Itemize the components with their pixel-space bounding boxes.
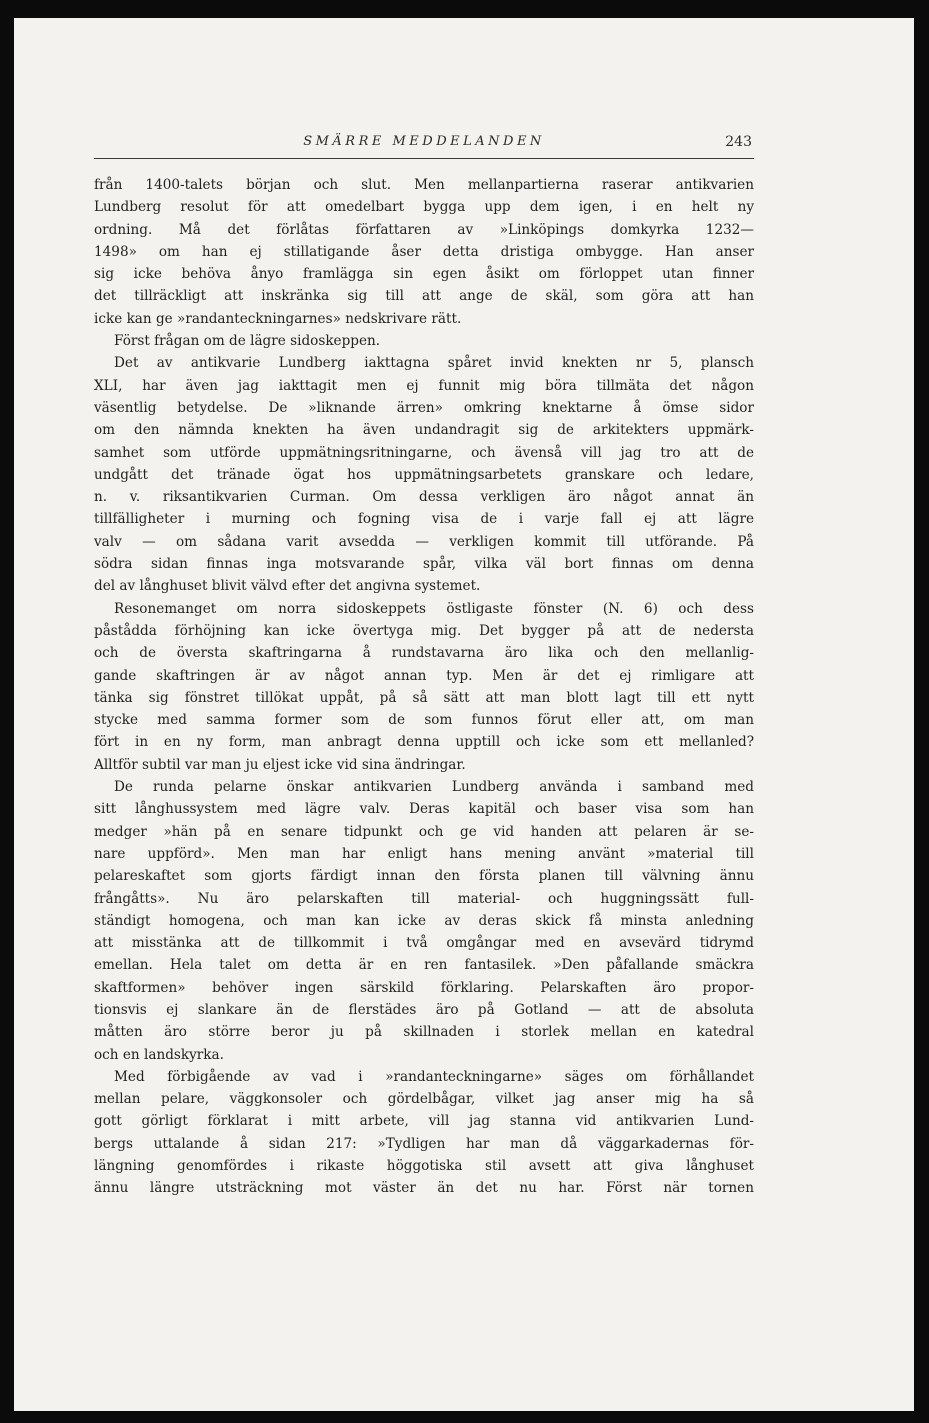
text-line: och de översta skaftringarna å rundstavarna äro lika och den mellanlig- xyxy=(94,645,754,662)
text-line: ordning. Må det förlåtas författaren av »Linköpings domkyrka 1232— xyxy=(94,221,754,238)
running-title: SMÄRRE MEDDELANDEN xyxy=(303,134,545,149)
text-line: längning genomfördes i rikaste höggotiska stil avsett att giva långhuset xyxy=(94,1158,754,1175)
paragraph xyxy=(94,1066,754,1200)
text-line: ständigt homogena, och man kan icke av deras skick få minsta anledning xyxy=(94,912,754,929)
page-number: 243 xyxy=(725,134,752,150)
text-line: Först frågan om de lägre sidoskeppen. xyxy=(114,333,381,350)
text-line: tionsvis ej slankare än de flerstädes äro på Gotland — att de absoluta xyxy=(94,1001,754,1018)
text-line: stycke med samma former som de som funnos förut eller att, om man xyxy=(94,712,754,729)
text-line: om den nämnda knekten ha även undandragit sig de arkitekters uppmärk- xyxy=(94,422,754,439)
text-line: från 1400-talets början och slut. Men mellanpartierna raserar antikvarien xyxy=(94,177,754,193)
text-line: medger »hän på en senare tidpunkt och ge vid handen att pelaren är se- xyxy=(94,823,754,840)
text-line: tillfälligheter i murning och fogning visa de i varje fall ej att lägre xyxy=(94,511,754,528)
text-line: pelareskaftet som gjorts färdigt innan den första planen till välvning ännu xyxy=(94,868,754,885)
text-line: sitt långhussystem med lägre valv. Deras kapitäl och baser visa som han xyxy=(94,801,754,818)
text-line: väsentlig betydelse. De »liknande ärren» omkring knektarne å ömse sidor xyxy=(94,399,754,416)
body-text xyxy=(94,174,754,1200)
text-line: bergs uttalande å sidan 217: »Tydligen har man då väggarkadernas för- xyxy=(94,1135,754,1152)
text-line: samhet som utförde uppmätningsritningarne, och ävenså vill jag tro att de xyxy=(94,444,754,461)
text-line: icke kan ge »randanteckningarnes» nedskrivare rätt. xyxy=(94,310,462,327)
paragraph xyxy=(94,776,754,1066)
text-line: Lundberg resolut för att omedelbart bygga upp dem igen, i en helt ny xyxy=(94,199,754,216)
text-line: södra sidan finnas inga motsvarande spår, vilka väl bort finnas om denna xyxy=(94,556,754,573)
text-line: gande skaftringen är av något annan typ. Men är det ej rimligare att xyxy=(94,667,754,684)
text-line: att misstänka att de tillkommit i två omgångar med en avsevärd tidrymd xyxy=(94,935,754,952)
text-line: skaftformen» behöver ingen särskild förklaring. Pelarskaften äro propor- xyxy=(94,979,754,996)
book-page xyxy=(14,18,914,1411)
text-line: undgått det tränade ögat hos uppmätningsarbetets granskare och ledare, xyxy=(94,466,754,483)
text-line: gott görligt förklarat i mitt arbete, vill jag stanna vid antikvarien Lund- xyxy=(94,1113,754,1130)
text-line: fört in en ny form, man anbragt denna upptill och icke som ett mellanled? xyxy=(94,734,754,751)
text-line: det tillräckligt att inskränka sig till att ange de skäl, som göra att han xyxy=(94,288,754,305)
paragraph xyxy=(94,330,754,352)
text-line: tänka sig fönstret tillökat uppåt, på så sätt att man blott lagt till ett nytt xyxy=(94,689,754,706)
text-line: 1498» om han ej stillatigande åser detta dristiga ombygge. Han anser xyxy=(94,243,754,260)
text-line: sig icke behöva ånyo framlägga sin egen åsikt om förloppet utan finner xyxy=(94,266,754,283)
text-line: och en landskyrka. xyxy=(94,1046,224,1063)
text-line: De runda pelarne önskar antikvarien Lundberg använda i samband med xyxy=(114,779,754,796)
text-line: Med förbigående av vad i »randanteckningarne» säges om förhållandet xyxy=(114,1068,754,1085)
text-line: valv — om sådana varit avsedda — verkligen kommit till utförande. På xyxy=(94,533,754,550)
text-line: Alltför subtil var man ju eljest icke vid sina ändringar. xyxy=(94,756,466,773)
text-line: nare uppförd». Men man har enligt hans mening använt »material till xyxy=(94,845,754,862)
text-line: ännu längre utsträckning mot väster än det nu har. Först när tornen xyxy=(94,1180,754,1197)
paragraph xyxy=(94,598,754,776)
text-line: påstådda förhöjning kan icke övertyga mig. Det bygger på att de nedersta xyxy=(94,622,754,639)
text-line: n. v. riksantikvarien Curman. Om dessa verkligen äro något annat än xyxy=(94,489,754,506)
text-line: emellan. Hela talet om detta är en ren fantasilek. »Den påfallande smäckra xyxy=(94,957,754,974)
text-line: Resonemanget om norra sidoskeppets östligaste fönster (N. 6) och dess xyxy=(114,600,754,617)
paragraph xyxy=(94,352,754,597)
text-line: Det av antikvarie Lundberg iakttagna spåret invid knekten nr 5, plansch xyxy=(114,355,754,372)
text-line: XLI, har även jag iakttagit men ej funnit mig böra tillmäta det någon xyxy=(94,377,754,394)
text-line: del av långhuset blivit välvd efter det angivna systemet. xyxy=(94,578,481,595)
running-header xyxy=(94,132,754,159)
text-line: mellan pelare, väggkonsoler och gördelbågar, vilket jag anser mig ha så xyxy=(94,1091,754,1108)
text-line: frångåtts». Nu äro pelarskaften till material- och huggningssätt full- xyxy=(94,890,754,907)
paragraph xyxy=(94,174,754,330)
text-line: måtten äro större beror ju på skillnaden i storlek mellan en katedral xyxy=(94,1024,754,1041)
